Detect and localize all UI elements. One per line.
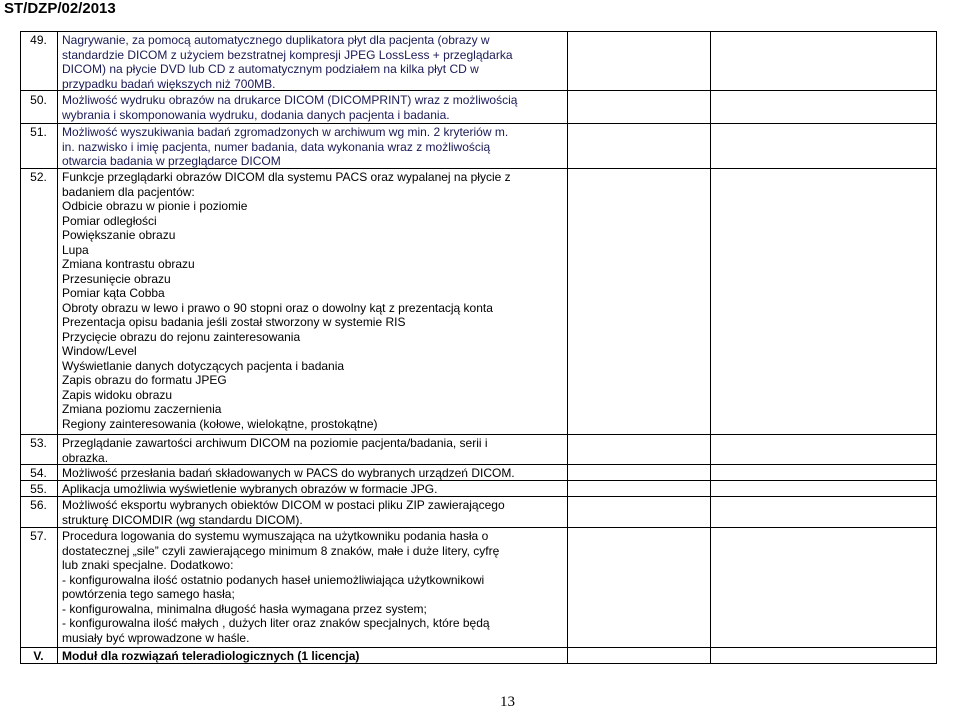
section-number: V. (33, 649, 44, 663)
item-description (62, 93, 567, 122)
text-line: Przycięcie obrazu do rejonu zainteresowania (62, 329, 301, 344)
text-line: Nagrywanie, za pomocą automatycznego duplikatora płyt dla pacjenta (obrazy w (62, 33, 490, 47)
text-line: obrazka. (62, 450, 109, 465)
text-line: Funkcje przeglądarki obrazów DICOM dla systemu PACS oraz wypalanej na płycie z (62, 170, 511, 184)
specification-table (20, 31, 937, 664)
item-description (62, 466, 567, 481)
text-line: Obroty obrazu w lewo i prawo o 90 stopni oraz o dowolny kąt z prezentacją konta (62, 300, 493, 315)
text-line: DICOM) na płycie DVD lub CD z automatycznym podziałem na kilka płyt CD w (62, 62, 479, 76)
item-number: 53. (30, 436, 47, 450)
column-divider (57, 31, 58, 664)
column-divider (710, 31, 711, 664)
text-line: Prezentacja opisu badania jeśli został stworzony w systemie RIS (62, 315, 406, 329)
text-line: Możliwość wyszukiwania badań zgromadzonych w archiwum wg min. 2 kryteriów m. (62, 125, 509, 139)
item-number: 49. (30, 33, 47, 47)
text-line: lub znaki specjalne. Dodatkowo: (62, 558, 234, 572)
text-line: - konfigurowalna ilość małych , dużych liter oraz znaków specjalnych, które będą (62, 616, 490, 630)
text-line: badaniem dla pacjentów: (62, 184, 195, 199)
text-line: Powiększanie obrazu (62, 228, 176, 242)
row-divider (20, 31, 937, 32)
text-line: Aplikacja umożliwia wyświetlenie wybranych obrazów w formacie JPG. (62, 482, 438, 496)
text-line: standardzie DICOM z użyciem bezstratnej kompresji JPEG LossLess + przeglądarka (62, 47, 513, 62)
text-line: Moduł dla rozwiązań teleradiologicznych (1 licencja) (62, 649, 360, 663)
item-number: 52. (30, 170, 47, 184)
table-border-right (936, 31, 937, 664)
text-line: Możliwość przesłania badań składowanych w PACS do wybranych urządzeń DICOM. (62, 466, 515, 480)
item-number: 55. (30, 482, 47, 496)
text-line: strukturę DICOMDIR (wg standardu DICOM). (62, 512, 303, 527)
text-line: Zmiana poziomu zaczernienia (62, 402, 222, 416)
row-divider (20, 527, 937, 528)
column-divider (567, 31, 568, 664)
item-number: 50. (30, 93, 47, 107)
row-divider (20, 647, 937, 648)
text-line: Pomiar odległości (62, 213, 157, 228)
item-number: 56. (30, 498, 47, 512)
text-line: Lupa (62, 242, 89, 257)
item-number: 51. (30, 125, 47, 139)
item-description (62, 498, 567, 527)
text-line: Odbicie obrazu w pionie i poziomie (62, 199, 248, 213)
item-number: 54. (30, 466, 47, 480)
text-line: powtórzenia tego samego hasła; (62, 587, 235, 601)
text-line: wybrania i skomponowania wydruku, dodania danych pacjenta i badania. (62, 107, 450, 122)
text-line: Window/Level (62, 344, 137, 358)
document-code: ST/DZP/02/2013 (4, 0, 116, 17)
item-description (62, 482, 567, 497)
text-line: Pomiar kąta Cobba (62, 286, 165, 300)
text-line: Zapis widoku obrazu (62, 387, 173, 402)
row-divider (20, 434, 937, 435)
text-line: Procedura logowania do systemu wymuszająca na użytkowniku podania hasła o (62, 529, 489, 543)
text-line: - konfigurowalna, minimalna długość hasła wymagana przez system; (62, 601, 427, 616)
text-line: dostatecznej „sile” czyli zawierającego minimum 8 znaków, małe i duże litery, cyfrę (62, 543, 500, 558)
item-description (62, 125, 567, 169)
text-line: Regiony zainteresowania (kołowe, wielokątne, prostokątne) (62, 416, 378, 431)
text-line: in. nazwisko i imię pacjenta, numer badania, data wykonania wraz z możliwością (62, 139, 491, 154)
text-line: Zapis obrazu do formatu JPEG (62, 373, 227, 387)
row-divider (20, 123, 937, 124)
text-line: Zmiana kontrastu obrazu (62, 257, 195, 271)
item-number: 57. (30, 529, 47, 543)
text-line: musiały być wprowadzone w haśle. (62, 630, 250, 645)
item-description (62, 170, 567, 431)
text-line: - konfigurowalna ilość ostatnio podanych haseł uniemożliwiająca użytkownikowi (62, 572, 485, 587)
item-description (62, 33, 567, 91)
text-line: otwarcia badania w przeglądarce DICOM (62, 154, 281, 168)
item-description (62, 436, 567, 465)
section-title (62, 649, 567, 664)
text-line: Przesunięcie obrazu (62, 271, 171, 286)
page-number: 13 (500, 694, 515, 710)
text-line: Możliwość wydruku obrazów na drukarce DICOM (DICOMPRINT) wraz z możliwością (62, 93, 518, 107)
item-description (62, 529, 567, 645)
text-line: Wyświetlanie danych dotyczących pacjenta i badania (62, 358, 345, 373)
text-line: przypadku badań większych niż 700MB. (62, 76, 276, 91)
text-line: Możliwość eksportu wybranych obiektów DICOM w postaci pliku ZIP zawierającego (62, 498, 505, 512)
text-line: Przeglądanie zawartości archiwum DICOM na poziomie pacjenta/badania, serii i (62, 436, 488, 450)
